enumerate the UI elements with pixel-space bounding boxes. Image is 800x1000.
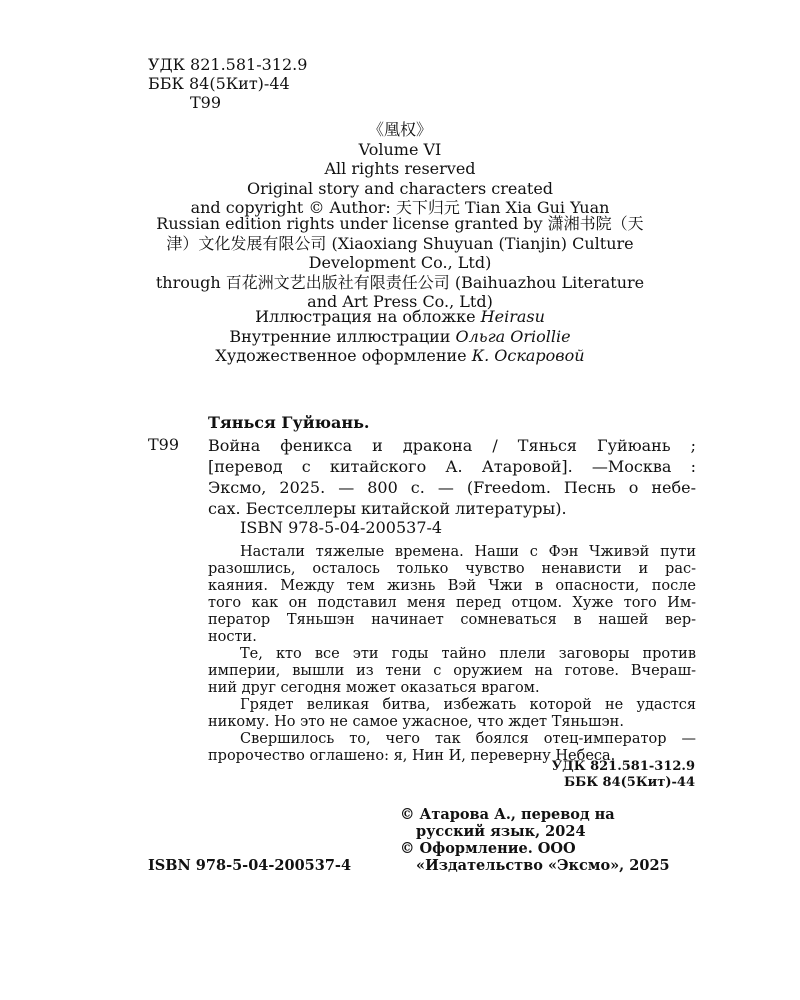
desc-line: сах. Бестселлеры китайской литературы).	[208, 499, 567, 518]
annotation-line: пророчество оглашено: я, Нин И, переверну Небеса.	[208, 748, 616, 764]
bbk-code-bottom: ББК 84(5Кит)-44	[563, 775, 695, 790]
license-block	[148, 214, 652, 312]
annotation-line: Свершилось то, чего так боялся отец-император —	[240, 731, 696, 747]
credits-block	[148, 307, 652, 366]
cover-illustration: Иллюстрация на обложке Heirasu	[255, 307, 545, 326]
volume: Volume VI	[358, 139, 442, 159]
desc-line: [перевод с китайского А. Атаровой]. —Москва :	[208, 457, 696, 476]
license-line-2: 津）文化发展有限公司 (Xiaoxiang Shuyuan (Tianjin) Culture	[166, 233, 634, 253]
annotation-line: ператор Тяньшэн начинает сомневаться в нашей вер-	[208, 612, 696, 628]
annotation-line: каяния. Между тем жизнь Вэй Чжи в опасности, после	[208, 578, 696, 594]
annotation	[208, 544, 696, 765]
copyright-line: русский язык, 2024	[416, 823, 586, 840]
annotation-line: того как он подставил меня перед отцом. Хуже того Им-	[208, 595, 696, 611]
annotation-line: ности.	[208, 629, 257, 645]
annotation-line: империи, вышли из тени с оружием на готове. Вчераш-	[208, 663, 696, 679]
classification-codes-bottom	[552, 759, 695, 791]
udk-code-bottom: УДК 821.581-312.9	[551, 759, 695, 774]
annotation-line: ний друг сегодня может оказаться врагом.	[208, 680, 540, 696]
inner-illustrations: Внутренние иллюстрации Ольга Oriollie	[229, 326, 571, 346]
isbn-bottom: ISBN 978-5-04-200537-4	[148, 857, 352, 874]
annotation-line: Те, кто все эти годы тайно плели заговоры против	[240, 646, 696, 662]
bbk-code: ББК 84(5Кит)-44	[148, 74, 290, 93]
catalog-isbn: ISBN 978-5-04-200537-4	[240, 518, 443, 537]
copyright-line: © Атарова А., перевод на	[400, 806, 615, 823]
license-line-1: Russian edition rights under license granted by 潇湘书院（天	[156, 214, 644, 233]
desc-line: Война феникса и дракона / Тянься Гуйюань ;	[208, 436, 696, 455]
art-design: Художественное оформление К. Оскаровой	[215, 346, 585, 365]
classification-codes	[148, 55, 307, 112]
catalog-cutter: T99	[148, 435, 180, 454]
annotation-line: Грядет великая битва, избежать которой не удастся	[240, 697, 696, 713]
all-rights: All rights reserved	[324, 159, 476, 178]
license-line-4: through 百花洲文艺出版社有限责任公司 (Baihuazhou Literature	[155, 272, 645, 292]
desc-line: Эксмо, 2025. — 800 с. — (Freedom. Песнь о небе-	[208, 478, 696, 497]
catalog-author: Тянься Гуйюань.	[208, 413, 370, 432]
license-line-5: and Art Press Co., Ltd)	[307, 292, 493, 311]
annotation-line: никому. Но это не самое ужасное, что ждет Тяньшэн.	[208, 714, 624, 730]
catalog-description	[208, 435, 696, 519]
story-line-2: and copyright © Author: 天下归元 Tian Xia Gui Yuan	[190, 198, 610, 217]
rights-block	[148, 120, 652, 218]
story-line-1: Original story and characters created	[246, 178, 554, 198]
cutter-code: T99	[190, 93, 222, 112]
annotation-line: разошлись, осталось только чувство ненависти и рас-	[208, 561, 696, 577]
copyright-line: © Оформление. ООО	[400, 840, 576, 857]
udk-code: УДК 821.581-312.9	[148, 55, 308, 74]
original-title: 《凰权》	[367, 120, 432, 139]
annotation-line: Настали тяжелые времена. Наши с Фэн Чживэй пути	[240, 544, 696, 560]
license-line-3: Development Co., Ltd)	[308, 253, 492, 272]
copyright-line: «Издательство «Эксмо», 2025	[416, 857, 670, 874]
copyright-block	[400, 806, 670, 874]
